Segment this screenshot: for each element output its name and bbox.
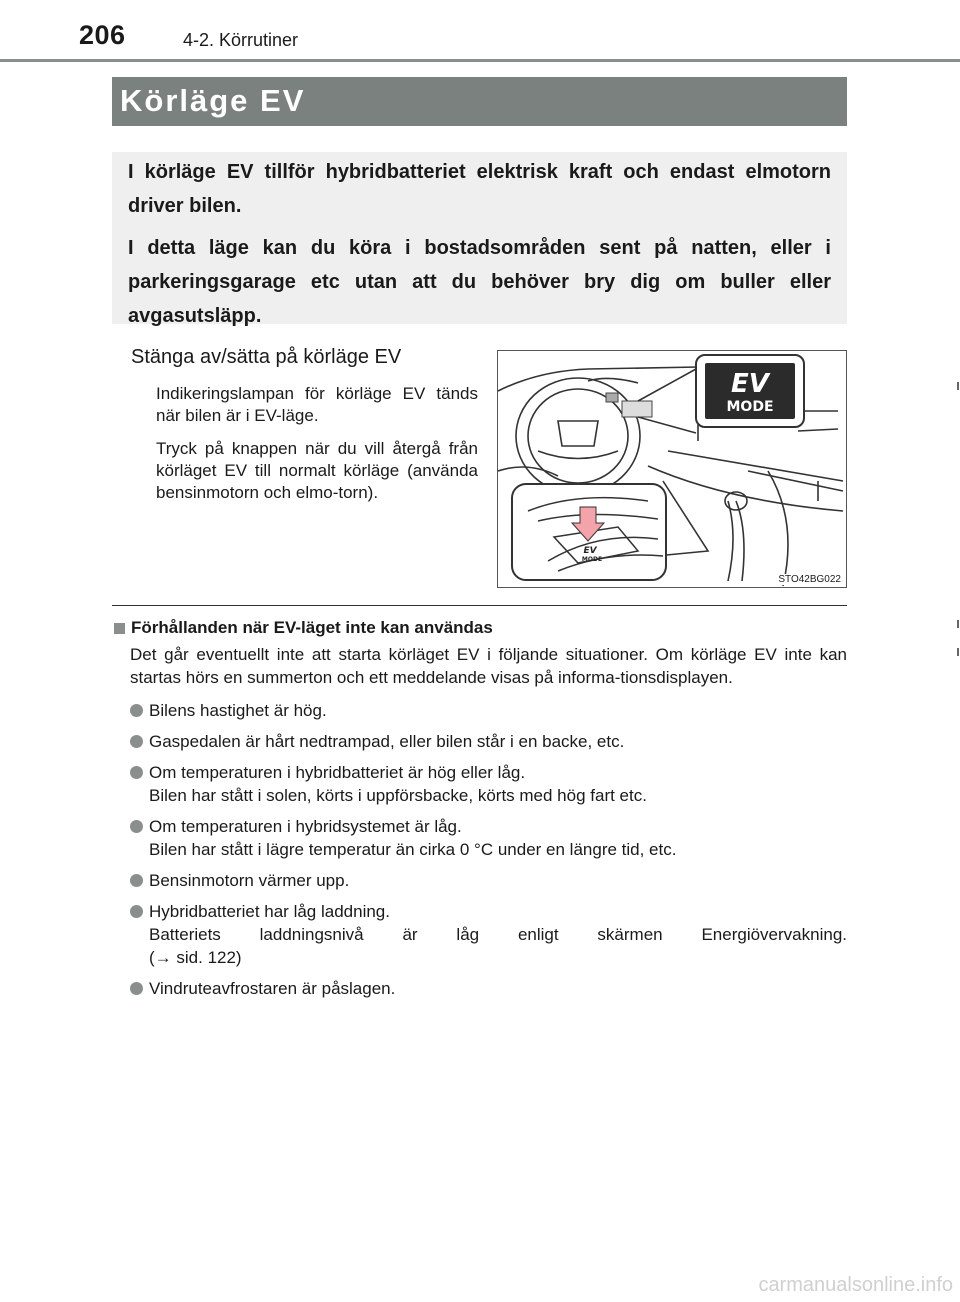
ev-mode-illustration — [497, 350, 847, 588]
round-bullet-icon — [130, 704, 143, 717]
section-reference: 4-2. Körrutiner — [183, 30, 299, 50]
ev-badge-bottom: MODE — [726, 399, 774, 415]
toggle-heading: Stänga av/sätta på körläge EV — [131, 346, 402, 368]
conditions-section — [112, 617, 847, 1000]
section-rule — [112, 605, 847, 606]
intro-paragraph: I körläge EV tillför hybridbatteriet elektrisk kraft och endast elmotorn driver bilen. — [128, 161, 831, 217]
step-text: Indikeringslampan för körläge EV tänds när bilen är i EV-läge. — [156, 384, 478, 425]
item-detail: Batteriets laddningsnivå är låg enligt skärmen Energiövervakning. — [149, 925, 847, 944]
item-detail-reference: (→ sid. 122) — [149, 948, 242, 967]
watermark: carmanualsonline.info — [758, 1274, 953, 1296]
step-text: Tryck på knappen när du vill återgå från körläget EV till normalt körläge (använda bensinmotorn och elmo-torn). — [156, 439, 478, 502]
round-bullet-icon — [130, 766, 143, 779]
toggle-steps — [156, 383, 478, 515]
round-bullet-icon — [130, 874, 143, 887]
conditions-heading: Förhållanden när EV-läget inte kan användas — [112, 617, 847, 639]
ev-badge-top: EV — [731, 369, 769, 399]
list-item: Bilens hastighet är hög. — [112, 699, 847, 722]
list-item: Gaspedalen är hårt nedtrampad, eller bilen står i en backe, etc. — [112, 730, 847, 753]
page-title: Körläge EV — [120, 83, 306, 118]
arrow-right-icon: → — [154, 948, 172, 967]
item-detail: Bilen har stått i lägre temperatur än cirka 0 °C under en längre tid, etc. — [149, 840, 677, 859]
round-bullet-icon — [130, 735, 143, 748]
conditions-lead: Det går eventuellt inte att starta körläget EV i följande situationer. Om körläge EV inte kan startas hörs en summerton och ett meddelande visas på informa-tionsdisplayen. — [130, 645, 847, 687]
round-bullet-icon — [130, 905, 143, 918]
list-item: Om temperaturen i hybridsystemet är låg. Bilen har stått i lägre temperatur än cirka 0 °C under en längre tid, etc. — [112, 815, 847, 861]
figure-code: STO42BG022 — [778, 574, 841, 585]
item-detail: Bilen har stått i solen, körts i uppförsbacke, körts med hög fart etc. — [149, 786, 647, 805]
round-bullet-icon — [130, 982, 143, 995]
margin-tick — [957, 648, 959, 656]
list-item: Hybridbatteriet har låg laddning. Batteriets laddningsnivå är låg enligt skärmen Energiövervakning. (→ sid. 122) — [112, 900, 847, 969]
list-item: Vindruteavfrostaren är påslagen. — [112, 977, 847, 1000]
intro-box — [112, 152, 847, 327]
ev-button-label-bottom: MODE — [581, 556, 603, 563]
round-bullet-icon — [130, 820, 143, 833]
margin-tick — [957, 620, 959, 628]
conditions-list — [112, 699, 847, 1000]
intro-paragraph: I detta läge kan du köra i bostadsområden sent på natten, eller i parkeringsgarage etc utan att du behöver bry dig om buller eller avgasutsläpp. — [128, 237, 831, 327]
title-bar — [112, 77, 847, 126]
page-number: 206 — [79, 20, 126, 50]
dashboard-drawing — [498, 351, 846, 587]
list-item: Bensinmotorn värmer upp. — [112, 869, 847, 892]
header-rule — [0, 59, 960, 62]
margin-tick — [957, 382, 959, 390]
list-item: Om temperaturen i hybridbatteriet är hög eller låg. Bilen har stått i solen, körts i uppförsbacke, körts med hög fart etc. — [112, 761, 847, 807]
square-bullet-icon — [114, 623, 125, 634]
ev-button-label-top: EV — [583, 546, 597, 556]
